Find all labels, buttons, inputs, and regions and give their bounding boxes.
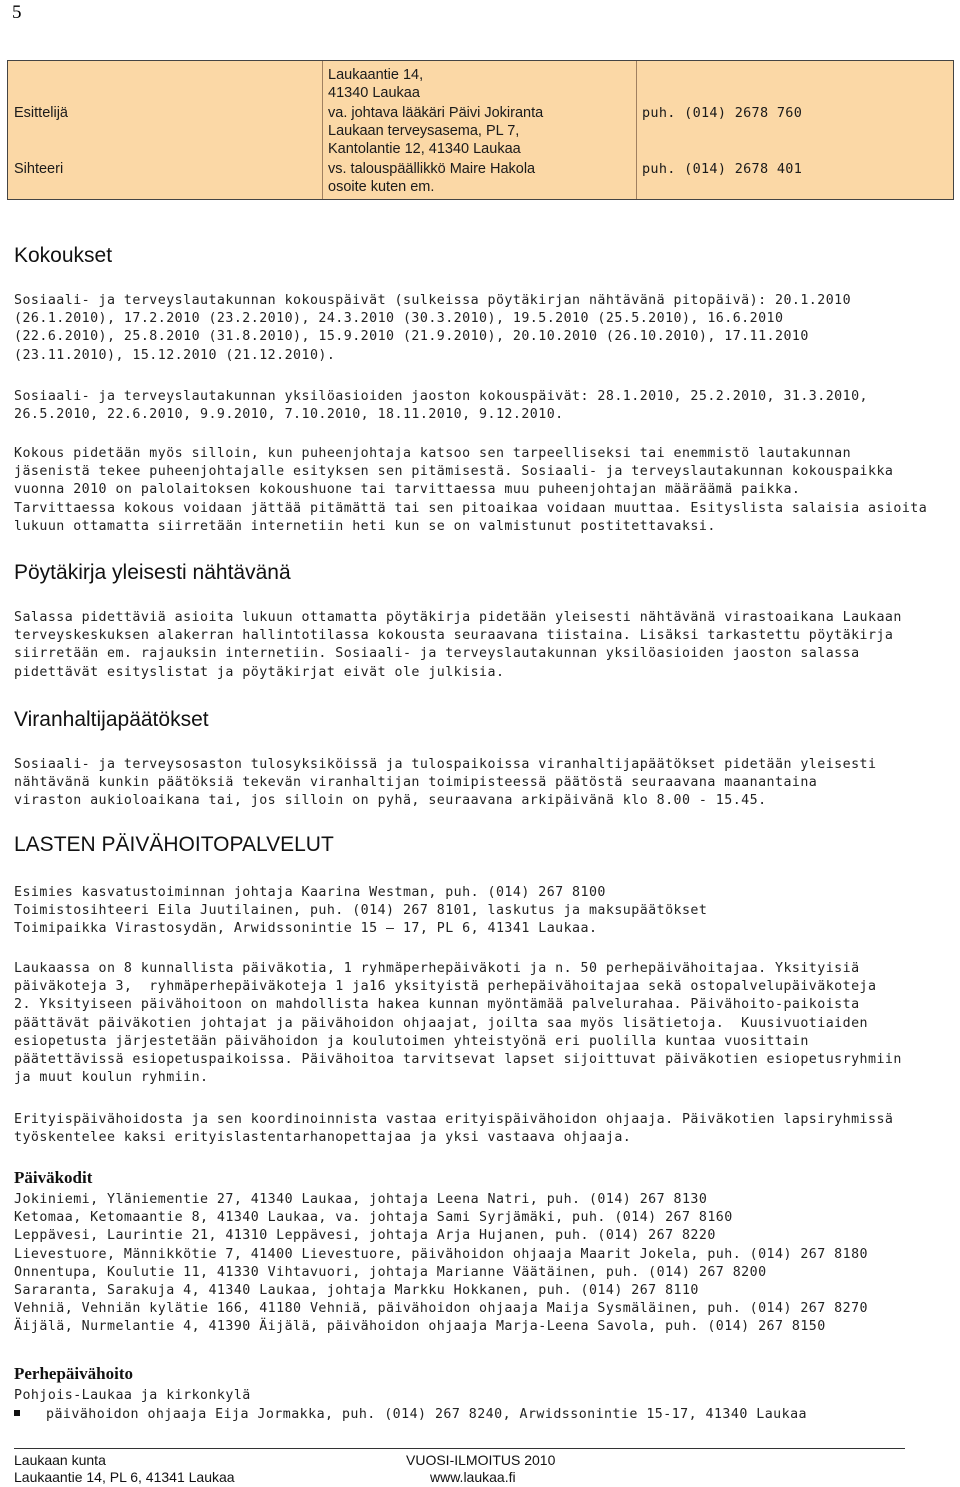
special-daycare-paragraph: Erityispäivähoidosta ja sen koordinoinnista vastaa erityispäivähoidon ohjaaja. Päiväkotien lapsiryhmissä työskentelee kaksi erityislastentarhanopettajaa ja yksi vastaava ohjaaja.	[14, 1112, 894, 1146]
official-decisions-paragraph: Sosiaali- ja terveysosaston tulosyksiköissä ja tulospaikoissa viranhaltijapäätökset pidetään yleisesti nähtävänä kunkin päätöksiä tekevän viranhaltijan toimipisteessä päätöstä seuraavana maanantaina viraston aukioloaikana tai, jos silloin on pyhä, seuraavana arkipäivänä klo 8.00 - 15.45.	[14, 757, 877, 809]
daycare-centers-list: Jokiniemi, Yläniementie 27, 41340 Laukaa, johtaja Leena Natri, puh. (014) 267 8130 Ketomaa, Ketomaantie 8, 41340 Laukaa, va. johtaja Sami Syrjämäki, puh. (014) 267 8160 Leppävesi, Laurintie 21, 41310 Leppävesi, johtaja Arja Hujanen, puh. (014) 267 8220 Lievestuore, Männikkötie 7, 41400 Lievestuore, päivähoidon ohjaaja Maarit Jokela, puh. (014) 267 8180 Onnentupa, Koulutie 11, 41330 Vihtavuori, johtaja Marianne Väätäinen, puh. (014) 267 8200 Sararanta, Sarakuja 4, 41340 Laukaa, johtaja Markku Hokkanen, puh. (014) 267 8110 Vehniä, Vehniän kylätie 166, 41180 Vehniä, päivähoidon ohjaaja Maija Sysmäläinen, puh. (014) 267 8270 Äijälä, Nurmelantie 4, 41390 Äijälä, päivähoidon ohjaaja Marja-Leena Savola, puh. (014) 267 8150	[14, 1192, 868, 1335]
section-heading-paivakodit: Päiväkodit	[14, 1168, 93, 1187]
secretary-phone: puh. (014) 2678 401	[642, 161, 803, 177]
meeting-policy-paragraph: Kokous pidetään myös silloin, kun puheenjohtaja katsoo sen tarpeelliseksi tai enemmistö lautakunnan jäsenistä tekee puheenjohtajalle esityksen sen pitämisestä. Sosiaali- ja terveyslautakunnan kokouspaikka vuonna 2010 on palolaitoksen kokoushuone tai tarvittaessa muu puheenjohtajan määräämä paikka. Tarvittaessa kokous voidaan jättää pitämättä tai sen pitoaikaa voidaan muuttaa. Esityslista salaisia asioita lukuun ottamatta siirretään internetiin heti kun se on valmistunut postitettavaksi.	[14, 446, 928, 534]
section-heading-poytakirja: Pöytäkirja yleisesti nähtävänä	[14, 561, 291, 584]
daycare-services-paragraph: Laukaassa on 8 kunnallista päiväkotia, 1 ryhmäperhepäiväkoti ja n. 50 perhepäivähoitajaa. Yksityisiä päiväkoteja 3, ryhmäperhepäiväkoteja 1 ja16 yksityistä perhepäivähoitajaa sekä ostopalvelupäiväkoteja 2. Yksityiseen päivähoitoon on mahdollista hakea kunnan myöntämää palvelurahaa. Päivähoito-paikoista päättävät päiväkotien johtajat ja päivähoidon ohjaajat, joilta saa myös lisätietoja. Kuusivuotiaiden esiopetusta järjestetään päivähoidon ja koulutoimen yhteistyönä eri puolilla kuntaa vuosittain päätettävissä esiopetuspaikoissa. Päivähoitoa tarvitsevat lapset sijoittuvat päiväkotien esiopetusryhmiin ja muut koulun ryhmiin.	[14, 961, 902, 1086]
page-number: 5	[12, 2, 22, 23]
footer-website[interactable]: www.laukaa.fi	[430, 1469, 516, 1485]
chair-label: Esittelijä	[14, 105, 68, 121]
secretary-label: Sihteeri	[14, 161, 64, 177]
daycare-contacts-paragraph: Esimies kasvatustoiminnan johtaja Kaarina Westman, puh. (014) 267 8100 Toimistosihteeri Eila Juutilainen, puh. (014) 267 8101, laskutus ja maksupäätökset Toimipaikka Virastosydän, Arwidssonintie 15 – 17, PL 6, 41341 Laukaa.	[14, 885, 708, 937]
chair-address-line2: Kantolantie 12, 41340 Laukaa	[328, 141, 521, 157]
secretary-name: vs. talouspäällikkö Maire Hakola	[328, 161, 536, 177]
table-divider	[636, 61, 637, 199]
office-address-line1: Laukaantie 14,	[328, 67, 424, 83]
minutes-paragraph: Salassa pidettäviä asioita lukuun ottamatta pöytäkirja pidetään yleisesti nähtävänä virastoaikana Laukaan terveyskeskuksen alakerran hallintotilassa kokousta seuraavana tiistaina. Lisäksi tarkastettu pöytäkirja siirretään em. rajauksin internetiin. Sosiaali- ja terveyslautakunnan yksilöasioiden jaoston salassa pidettävät esityslistat ja pöytäkirjat eivät ole julkisia.	[14, 610, 902, 680]
section-heading-kokoukset: Kokoukset	[14, 244, 113, 267]
contact-table	[7, 60, 954, 200]
family-daycare-contact: päivähoidon ohjaaja Eija Jormakka, puh. (014) 267 8240, Arwidssonintie 15-17, 41340 Laukaa	[46, 1407, 807, 1422]
family-daycare-bullet	[14, 1406, 949, 1424]
chair-address-line1: Laukaan terveysasema, PL 7,	[328, 123, 520, 139]
footer-document-title: VUOSI-ILMOITUS 2010	[406, 1452, 556, 1468]
subcommittee-dates-paragraph: Sosiaali- ja terveyslautakunnan yksilöasioiden jaoston kokouspäivät: 28.1.2010, 25.2.2010, 31.3.2010, 26.5.2010, 22.6.2010, 9.9.2010, 7.10.2010, 18.11.2010, 9.12.2010.	[14, 389, 868, 423]
section-heading-lasten: LASTEN PÄIVÄHOITOPALVELUT	[14, 833, 334, 856]
chair-name: va. johtava lääkäri Päivi Jokiranta	[328, 105, 544, 121]
meeting-dates-paragraph: Sosiaali- ja terveyslautakunnan kokouspäivät (sulkeissa pöytäkirjan nähtävänä pitopäivä): 20.1.2010 (26.1.2010), 17.2.2010 (23.2.2010), 24.3.2010 (30.3.2010), 19.5.2010 (25.5.2010), 16.6.2010 (22.6.2010), 25.8.2010 (31.8.2010), 15.9.2010 (21.9.2010), 20.10.2010 (26.10.2010), 17.11.2010 (23.11.2010), 15.12.2010 (21.12.2010).	[14, 293, 852, 363]
footer-divider	[14, 1448, 905, 1449]
footer-org: Laukaan kunta	[14, 1452, 106, 1468]
table-divider	[322, 61, 323, 199]
section-heading-perhepaivahoito: Perhepäivähoito	[14, 1364, 133, 1383]
secretary-address: osoite kuten em.	[328, 179, 435, 195]
section-heading-viranhaltija: Viranhaltijapäätökset	[14, 708, 209, 731]
office-address-line2: 41340 Laukaa	[328, 85, 420, 101]
chair-phone: puh. (014) 2678 760	[642, 105, 803, 121]
family-daycare-area: Pohjois-Laukaa ja kirkonkylä	[14, 1388, 251, 1403]
bullet-icon	[14, 1410, 20, 1416]
footer-address: Laukaantie 14, PL 6, 41341 Laukaa	[14, 1469, 235, 1485]
